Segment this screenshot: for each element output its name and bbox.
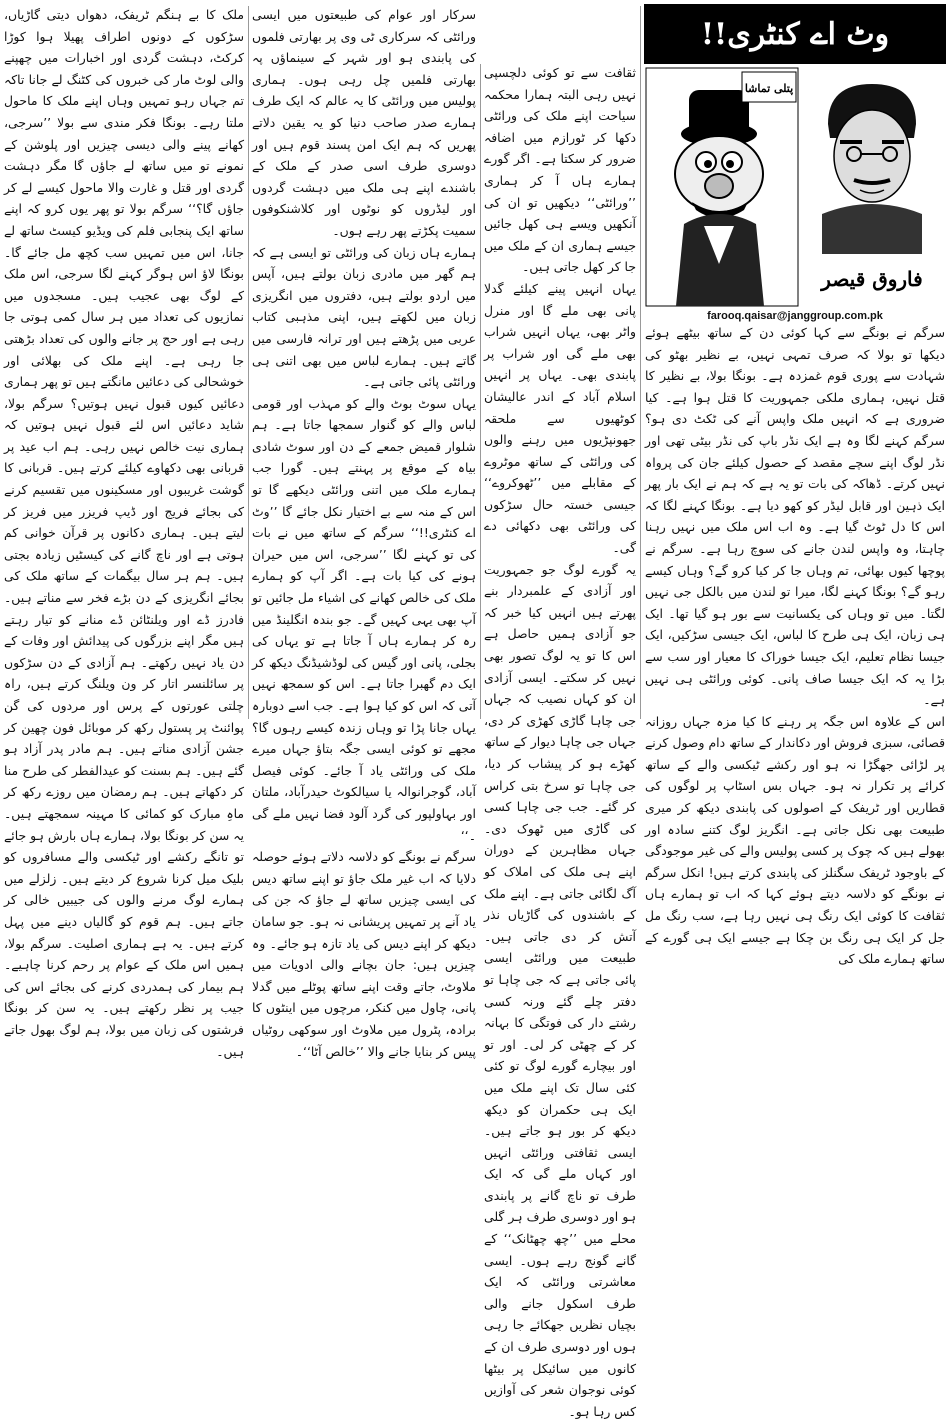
column-2: [484, 62, 636, 1419]
column-title: وٹ اے کنٹری!!: [644, 4, 946, 64]
paragraph: یہاں سوٹ بوٹ والے کو مہذب اور قومی لباس والے کو گنوار سمجھا جاتا ہے۔ ہم شلوار قمیض جمعے کے دن اور سوٹ شادی بیاہ کے موقع پر پہنتے ہیں۔ گورا جب ہمارے ملک میں اتنی ورائٹی دیکھے گا تو اس کے منہ سے بے اختیار نکل جائے گا ’’وٹ اے کنٹری!!‘‘ سرگم کے ساتھ میں نے بات کی تو کہنے لگا ’’سرجی، اس میں حیران ہونے کی کیا بات ہے۔ اگر آپ کو ہمارے ملک کی خالص کھانے کی اشیاء مل جائیں تو آپ بھی یہی کہیں گے۔ جو بندہ انگلینڈ میں رہ کر ہمارے ہاں آ جاتا ہے تو یہاں کی بجلی، پانی اور گیس کی لوڈشیڈنگ دیکھ کر ایک دم گھبرا جاتا ہے۔ اس کو سمجھ نہیں آتی کہ اس کو کیا ہوا ہے۔ جب اسے دوبارہ یہاں جانا پڑا تو وہاں زندہ کیسے رہوں گا؟ مجھے تو کوئی ایسی جگہ بتاؤ جہاں میرے ملک کی ورائٹی یاد آ جائے۔ کوئی فیصل آباد، گوجرانوالہ یا سیالکوٹ حیدرآباد، ملتان اور بہاولپور کی گرد آلود فضا نہیں ملے گی ۔‘‘: [252, 395, 476, 843]
column-1-lower: [645, 322, 945, 967]
paragraph: سرکار اور عوام کی طبیعتوں میں ایسی ورائٹی کہ سرکاری ٹی وی پر بھارتی فلموں کی پابندی ہو اور شہر کے سینماؤں پہ بھارتی فلمیں چل رہی ہوں۔ ہماری پولیس میں ورائٹی کا یہ عالم کہ ایک طرف ہمارے صدر صاحب دنیا کو یہ یقین دلاتے پھریں کہ ہم ایک امن پسند قوم ہیں اور دوسری طرف اسی صدر کے ملک کے باشندے اپنے ہی ملک میں دہشت گردوں اور لیڈروں کو نوٹوں اور کلاشنکوفوں سمیت پکڑتے پھر رہے ہوں۔: [252, 7, 476, 238]
column-divider: [640, 6, 641, 719]
column-divider: [480, 64, 481, 719]
column-4: [4, 4, 244, 1059]
author-photo-icon: [822, 84, 922, 254]
paragraph: ثقافت سے تو کوئی دلچسپی نہیں رہی البتہ ہمارا محکمہ سیاحت اپنے ملک کی ورائٹی دکھا کر ٹورازم میں اضافہ ضرور کر سکتا ہے۔ اگر گورے ہمارے ہاں آ کر ہماری ’’ورائٹی‘‘ دیکھیں تو ان کی آنکھیں ویسے ہی کھل جائیں جیسے ہماری ان کے ملک میں جا کر کھل جاتی ہیں۔: [484, 65, 636, 275]
author-name: فاروق قیصر: [821, 267, 923, 291]
puppet-and-author-illustration: [644, 64, 946, 308]
paragraph: یہ گورے لوگ جو جمہوریت اور آزادی کے علمبردار بنے پھرتے ہیں انہیں کیا خبر کہ جو آزادی ہمیں حاصل ہے اس کا تو یہ لوگ تصور بھی نہیں کر سکتے۔ ایسی آزادی ان کو کہاں نصیب کہ جہاں جی چاہا گاڑی کھڑی کر دی، جہاں جی چاہا دیوار کے ساتھ کھڑے ہو کر پیشاب کر دیا، جی چاہا تو سرخ بتی کراس کر گئے۔ جب جی چاہا کسی کی گاڑی میں ٹھوک دی۔ جہاں مظاہرین کے دوران اپنے ہی ملک کی املاک کو آگ لگائی جاتی ہے۔ اپنے ملک کے باشندوں کی گاڑیاں نذر آتش کر دی جاتی ہیں۔ طبیعت میں ورائٹی ایسی پائی جاتی ہے کہ جی چاہا تو دفتر چلے گئے ورنہ کسی رشتے دار کی فوتگی کا بہانہ کر کے چھٹی کر لی۔ اور تو اور بیچارے گورے لوگ تو کئی کئی سال تک اپنے ملک میں ایک ہی حکمران کو دیکھ دیکھ کر بور ہو جاتے ہیں۔ ایسی ثقافتی ورائٹی انہیں اور کہاں ملے گی کہ ایک طرف تو ناچ گانے پر پابندی ہو اور دوسری طرف ہر گلی محلے میں ’’چھ چھٹانک‘‘ کے گانے گونج رہے ہوں۔ ایسی معاشرتی ورائٹی کہ ایک طرف اسکول جانے والی بچیاں نظریں جھکائے جا رہی ہوں اور دوسری طرف ان کے کانوں میں سائیکل پر بیٹھا کوئی نوجوان شعر کی آوازیں کس رہا ہو۔: [484, 561, 636, 1419]
logo-text: پتلی تماشا: [744, 82, 794, 95]
author-email[interactable]: farooq.qaisar@janggroup.com.pk: [707, 310, 883, 322]
column-header-illustration: [644, 64, 946, 308]
paragraph: ہمارے ہاں زبان کی ورائٹی تو ایسی ہے کہ ہم گھر میں مادری زبان بولتے ہیں، آپس میں اردو بولتے ہیں، دفتروں میں انگریزی زبان میں لکھتے ہیں، اپنی مذہبی کتاب عربی میں پڑھتے ہیں اور ترانہ فارسی میں گاتے ہیں۔ ہمارے لباس میں بھی اتنی ہی ورائٹی پائی جاتی ہے۔: [252, 244, 476, 390]
paragraph: ملک کا بے ہنگم ٹریفک، دھواں دیتی گاڑیاں، سڑکوں کے دونوں اطراف پھیلا ہوا کوڑا کرکٹ، دہشت گردی اور اخبارات میں چھپنے والی لوٹ مار کی خبروں کی کٹنگ لے جانا تاکہ تم جہاں رہو تمہیں وہاں اپنے ملک کا ماحول ملتا رہے۔ بونگا فکر مندی سے بولا ’’سرجی، کھانے پینے والی دیسی چیزیں اور پلوشن کے نمونے تو میں ساتھ لے جاؤں گا مگر دہشت گردی اور قتل و غارت والا ماحول کیسے لے کر جاؤں گا؟‘‘ سرگم بولا تو پھر یوں کرو کہ اپنے ساتھ ایک پنجابی فلم کی ویڈیو کیسٹ ساتھ لے جانا، اس میں تمہیں سب کچھ مل جائے گا۔ بونگا لاؤ اس ہوگر کہنے لگا سرجی، اس ملک کے لوگ بھی عجیب ہیں۔ مسجدوں میں نمازیوں کی تعداد میں ہر سال کمی ہوتی جا رہی ہے اور حج پر جانے والوں کی تعداد بڑھتی جا رہی ہے۔ اپنے ملک کی بھلائی اور خوشحالی کی دعائیں مانگتے ہیں تو پھر ہماری دعائیں کیوں قبول نہیں ہوتیں؟ سرگم بولا، شاید دعائیں اس لئے قبول نہیں ہوتیں کہ ہماری نیت خالص نہیں رہی۔ ہم اب عید پر قربانی بھی دکھاوے کیلئے کرتے ہیں۔ قربانی کا گوشت غریبوں اور مسکینوں میں تقسیم کرنے کی بجائے فریج اور ڈیپ فریزر میں فریز کر لیتے ہیں۔ ہماری دکانوں پر قرآن خوانی کم ہوتی ہے اور ناچ گانے کی کیسٹیں زیادہ بجتی ہیں۔ ہم ہر سال بیگمات کے ساتھ ملک کی بجائے انگریزی کے دن بڑے فخر سے مناتے ہیں۔ فادرز ڈے اور ویلنٹائن ڈے منانے کو تیار رہتے ہیں مگر اپنے بزرگوں کی پیدائش اور وفات کے دن یاد نہیں رکھتے۔ ہم آزادی کے دن سڑکوں پر سائلنسر اتار کر ون ویلنگ کرتے ہیں، راہ چلتی عورتوں کے پرس اور مردوں کی گن پوائنٹ پر پستول رکھ کر موبائل فون چھین کر جشن آزادی مناتے ہیں۔ ہم مادر پدر آزاد ہو گئے ہیں۔ ہم بسنت کو عیدالفطر کی طرح منا کر دکھاتے ہیں۔ ہم رمضان میں روزے رکھ کر ماہِ مبارک کو کمائی کا مہینہ سمجھتے ہیں۔ یہ سن کر بونگا بولا، ہمارے ہاں بارش ہو جائے تو تانگے رکشے اور ٹیکسی والے مسافروں کو بلیک میل کرنا شروع کر دیتے ہیں۔ زلزلے میں ہمارے لوگ مرنے والوں کی جیبیں خالی کر جاتے ہیں۔ ہم قوم کو گالیاں دینے میں پہل کرتے ہیں۔ یہ ہے ہماری اصلیت۔ سرگم بولا، ہمیں اس ملک کے عوام پر رحم کرنا چاہیے۔ ہم بیمار کی ہمدردی کرنے کی بجائے اس کی جیب پر نظر رکھتے ہیں۔ یہ سن کر بونگا فرشتوں کی زبان میں بولا، ہم لوگ بھول جاتے ہیں۔: [4, 7, 244, 1059]
column-3: [252, 4, 476, 1059]
paragraph: یہاں انہیں پینے کیلئے گدلا پانی بھی ملے گا اور منرل واٹر بھی، یہاں انہیں شراب بھی ملے گی اور شراب پر پابندی بھی۔ یہاں پر انہیں اسلام آباد کے اندر عالیشان کوٹھیوں سے ملحقہ جھونپڑیوں میں رہنے والوں کی ورائٹی کے ساتھ موٹروے کے مقابلے میں ’’ٹھوکروے‘‘ جیسی خستہ حال سڑکوں کی ورائٹی بھی دکھائی دے گی۔: [484, 280, 636, 556]
paragraph: سرگم نے بونگے کو دلاسہ دلاتے ہوئے حوصلہ دلایا کہ اب غیر ملک جاؤ تو اپنے ساتھ دیس کی ایسی چیزیں ساتھ لے جاؤ کہ جن کی یاد آنے پر تمہیں پریشانی نہ ہو۔ جو سامان دیکھ کر اپنے دیس کی یاد تازہ ہو جائے۔ وہ چیزیں ہیں: جان بچانے والی ادویات میں ملاوٹ، جاتے وقت اپنے ساتھ پوٹلے میں گدلا پانی، چاول میں کنکر، مرچوں میں اینٹوں کا برادہ، پٹرول میں ملاوٹ اور سوکھی روٹیاں پیس کر بنایا جانے والا ’’خالص آٹا‘‘۔: [252, 849, 476, 1059]
column-logo: [742, 72, 796, 102]
column-divider: [248, 6, 249, 719]
paragraph: اس کے علاوہ اس جگہ پر رہنے کا کیا مزہ جہاں روزانہ قصائی، سبزی فروش اور دکاندار کے ساتھ دام وصول کرنے پر لڑائی جھگڑا نہ ہو اور رکشے ٹیکسی والے کے ساتھ کرائے پر تکرار نہ ہو۔ جہاں بس اسٹاپ پر لوگوں کی قطاریں اور ٹریفک کے اصولوں کی پابندی دیکھ کر میری طبیعت بھی نکل جاتی ہے۔ انگریز لوگ کتنے سادہ اور بھولے ہیں کہ چوک پر کسی پولیس والے کی غیر موجودگی کے باوجود ٹریفک سگنلز کی پابندی کرتے ہیں! انکل سرگم نے بونگے کو دلاسہ دیتے ہوئے کہا کہ اب تو ہمارے ہاں ثقافت کا کوئی ایک رنگ ہی نہیں رہا ہے، سب رنگ مل جل کر ایک ہی رنگ بن چکا ہے جیسے ایک ہی گورے کے ساتھ ہمارے ملک کی: [645, 713, 945, 967]
paragraph: سرگم نے بونگے سے کہا کوئی دن کے ساتھ بیٹھے ہوئے دیکھا تو بولا کہ صرف تمہی نہیں، بے نظیر بھٹو کی شہادت سے پوری قوم غمزدہ ہے۔ بونگا بولا، بے نظیر کا قتل نہیں، ہماری ملکی جمہوریت کا قتل ہوا ہے۔ کیا ضروری ہے کہ انہیں ملک واپس آنے کی ٹکٹ دی ہو؟ سرگم کہنے لگا وہ ہے ایک نڈر باپ کی نڈر بیٹی تھی اور نڈر لوگ اپنے سچے مقصد کے حصول کیلئے جان کی پرواہ نہیں کرتے۔ ڈھاکہ کی بات تو یہ ہے کہ ہم نے ایک بار پھر ایک ذہین اور قابل لیڈر کو کھو دیا ہے۔ بونگا کہنے لگا کہ اس کا دل ٹوٹ گیا ہے۔ وہ اب اس ملک میں نہیں رہنا چاہتا، وہ واپس لندن جانے کی سوچ رہا ہے۔ سرگم نے پوچھا کیوں بھائی، تم وہاں جا کر کیا کرو گے؟ وہاں کیسے رہو گے؟ بونگا کہنے لگا، میرا تو لندن میں بالکل جی نہیں لگتا۔ میں تو وہاں کی یکسانیت سے بور ہو گیا تھا۔ ایک ہی زبان، ایک ہی طرح کا لباس، ایک جیسی سڑکیں، ایک جیسا نظام تعلیم، ایک جیسا خوراک کا معیار اور سب سے بڑا یہ کہ ایک جیسا صاف پانی۔ کوئی ورائٹی ہی نہیں ہے۔: [645, 325, 945, 708]
